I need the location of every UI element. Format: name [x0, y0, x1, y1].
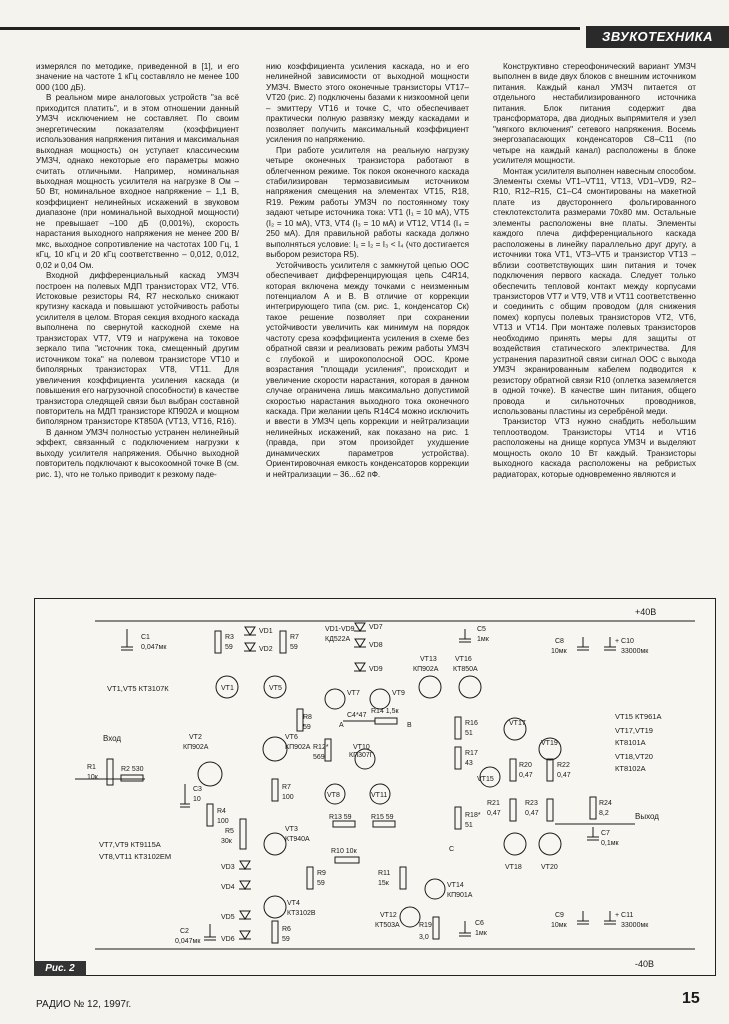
svg-text:VT17: VT17: [509, 720, 526, 727]
svg-text:VT14: VT14: [447, 882, 464, 889]
svg-text:R20: R20: [519, 762, 532, 769]
rail-neg-label: -40В: [635, 959, 655, 969]
svg-text:R14 1,5к: R14 1,5к: [371, 708, 399, 715]
svg-text:КП902А: КП902А: [413, 666, 439, 673]
svg-text:КП307Г: КП307Г: [349, 752, 374, 759]
input-label: Вход: [103, 734, 122, 743]
svg-text:R19: R19: [419, 922, 432, 929]
svg-text:+ C10: + C10: [615, 638, 634, 645]
resistor-r1: [107, 759, 113, 785]
legend-vt1-vt5: VT1,VT5 КТ3107К: [107, 684, 169, 693]
svg-text:R4: R4: [217, 808, 226, 815]
svg-text:VD6: VD6: [221, 936, 235, 943]
svg-text:R13 59: R13 59: [329, 814, 352, 821]
svg-text:VT6: VT6: [285, 734, 298, 741]
svg-text:VT12: VT12: [380, 912, 397, 919]
paragraph: Монтаж усилителя выполнен навесным способом. Элементы схемы VT1–VT11, VT13, VD1–VD9, R2–R10, R12–R15, C1–C4 смонтированы на макетной плате из двустороннего фольгированного стеклотекстолита размерами 70х80 мм. Остальные элементы расположены вне платы. Элементы каждого плеча дифференциального каскада расположены в линейку параллельно друг другу, а источники тока VT1, VT3–VT5 и транзистор VT13 – вблизи соответствующих шин питания и точек подключения первого каскада. Следует только обеспечить тепловой контакт между корпусами транзисторов VT7 и VT9, VT8 и VT11 соответственно и соединить с общим проводом (для снижения помех) корпусы полевых транзисторов VT2, VT6, VT13 и VT14. При монтаже полевых транзисторов необходимо принять меры для защиты от воздействия статического электричества. Для устранения паразитной связи сигнал ООС с выхода УМЗЧ экранированным кабелем подводится к резистору обратной связи R10 (оплетка заземляется в одной точке). В качестве шин питания, общего провода и сильноточных проводников, использованы пластины из серебрёной меди.: [493, 166, 696, 416]
svg-text:C8: C8: [555, 638, 564, 645]
svg-text:A: A: [339, 722, 344, 729]
svg-text:C2: C2: [180, 928, 189, 935]
svg-text:R11: R11: [378, 870, 391, 877]
svg-text:43: 43: [465, 760, 473, 767]
output-label: Выход: [635, 812, 659, 821]
svg-text:VT5: VT5: [269, 685, 282, 692]
svg-text:0,1мк: 0,1мк: [601, 840, 619, 847]
svg-text:51: 51: [465, 822, 473, 829]
svg-text:1мк: 1мк: [475, 930, 487, 937]
svg-text:VT11: VT11: [371, 792, 388, 799]
svg-text:569: 569: [313, 754, 325, 761]
svg-text:R23: R23: [525, 800, 538, 807]
svg-text:C7: C7: [601, 830, 610, 837]
svg-text:КП902А: КП902А: [285, 744, 311, 751]
svg-text:10к: 10к: [87, 774, 98, 781]
svg-text:VT8: VT8: [327, 792, 340, 799]
svg-text:VT9: VT9: [392, 690, 405, 697]
rail-pos-label: +40В: [635, 607, 657, 617]
text-column-2: [266, 62, 469, 480]
svg-text:10мк: 10мк: [551, 648, 567, 655]
paragraph: нию коэффициента усиления каскада, но и его нелинейной зависимости от выходной мощности УМЗЧ. Вместо этого оконечные транзисторы VT17–VT20 (рис. 2) подключены базами к низкоомной цепи – эмиттеру VT16 и точке С, что обеспечивает практически полную развязку между каскадами и позволяет получить максимальный коэффициент усиления по напряжению.: [266, 62, 469, 145]
svg-text:R2 530: R2 530: [121, 766, 144, 773]
svg-text:R10 10к: R10 10к: [331, 848, 357, 855]
svg-text:C3: C3: [193, 786, 202, 793]
svg-text:R22: R22: [557, 762, 570, 769]
svg-text:C4*47: C4*47: [347, 712, 367, 719]
svg-text:VT15 КТ961А: VT15 КТ961А: [615, 712, 662, 721]
svg-text:33000мк: 33000мк: [621, 922, 649, 929]
svg-text:VT16: VT16: [455, 656, 472, 663]
svg-text:B: B: [407, 722, 412, 729]
svg-text:59: 59: [282, 936, 290, 943]
svg-text:VT13: VT13: [420, 656, 437, 663]
legend-vt7-vt9: VT7,VT9 КТ9115А: [99, 840, 161, 849]
text-column-3: [493, 62, 696, 480]
svg-text:VT20: VT20: [541, 864, 558, 871]
svg-text:33000мк: 33000мк: [621, 648, 649, 655]
header-rule: [0, 27, 580, 30]
svg-text:VD9: VD9: [369, 666, 383, 673]
svg-text:VD8: VD8: [369, 642, 383, 649]
svg-text:C6: C6: [475, 920, 484, 927]
schematic-drawing: [35, 599, 715, 975]
svg-text:VT2: VT2: [189, 734, 202, 741]
figure-label: Рис. 2: [34, 961, 86, 976]
svg-text:КП901А: КП901А: [447, 892, 473, 899]
paragraph: При работе усилителя на реальную нагрузку четыре оконечных транзистора работают в облегченном режиме. Ток покоя оконечного каскада стабилизирован термозависимым источником напряжения смещения на элементах VT15, R18, R19. Режим работы УМЗЧ по постоянному току задают четыре источника тока: VT1 (I₁ = 10 мА), VT5 (I₂ = 10 мА), VT3, VT4 (I₃ = 10 мА) и VT12, VT14 (I₄ = 250 мА). Для правильной работы каскада должно выполняться условие: I₁ = I₂ = I₃ < I₄ (что достигается выбором резистора R5).: [266, 145, 469, 260]
svg-text:VT4: VT4: [287, 900, 300, 907]
svg-text:R1: R1: [87, 764, 96, 771]
svg-text:VT17,VT19: VT17,VT19: [615, 726, 653, 735]
svg-text:VT18: VT18: [505, 864, 522, 871]
svg-text:3,0: 3,0: [419, 934, 429, 941]
svg-text:VT3: VT3: [285, 826, 298, 833]
paragraph: Устойчивость усилителя с замкнутой цепью ООС обеспечивает дифференцирующая цепь C4R14, которая включена между точками с неизменным потенциалом А и В. В отличие от коррекции интегрирующего типа (см. рис. 1, конденсатор Cк) такое решение позволяет при сохранении устойчивости увеличить как минимум на порядок частоту среза коэффициента усиления в схеме без обратной связи и реализовать режим работы УМЗЧ с глубокой и широкополосной ООС. Кроме возрастания "площади усиления", происходит и увеличение скорости нарастания, которая в данном случае ограничена лишь максимально допустимой скоростью нарастания выходного тока оконечного каскада. При желании цепь R14C4 можно исключить и ввести в УМЗЧ цепь коррекции и нейтрализации нелинейных искажений, как показано на рис. 1 (правда, при этом произойдет ухудшение динамических параметров устройства). Ориентировочная емкость конденсаторов коррекции и нейтрализации – 36...62 пФ.: [266, 260, 469, 479]
svg-text:C5: C5: [477, 626, 486, 633]
journal-footer: РАДИО № 12, 1997г.: [36, 999, 132, 1010]
svg-text:VT10: VT10: [353, 744, 370, 751]
paragraph: Конструктивно стереофонический вариант УМЗЧ выполнен в виде двух блоков с внешним источником питания. Каждый канал УМЗЧ питается от отдельного нестабилизированного источника питания. Блок питания содержит два трансформатора, два диодных выпрямителя и узел "мягкого включения" сетевого напряжения. Восемь энергозапасающих конденсаторов С8–С11 (по четыре на каждый канал) расположены в блоке усилителя мощности.: [493, 62, 696, 166]
svg-text:0,47: 0,47: [487, 810, 501, 817]
svg-text:R12*: R12*: [313, 744, 329, 751]
svg-text:15к: 15к: [378, 880, 389, 887]
svg-text:R15 59: R15 59: [371, 814, 394, 821]
svg-text:+ C11: + C11: [615, 912, 634, 919]
svg-text:0,047мк: 0,047мк: [175, 938, 201, 945]
svg-text:VD2: VD2: [259, 646, 273, 653]
svg-text:59: 59: [303, 724, 311, 731]
page-number: 15: [682, 990, 700, 1007]
svg-text:1мк: 1мк: [477, 636, 489, 643]
svg-text:VD7: VD7: [369, 624, 383, 631]
svg-text:VT18,VT20: VT18,VT20: [615, 752, 653, 761]
svg-text:VD3: VD3: [221, 864, 235, 871]
svg-text:КТ503А: КТ503А: [375, 922, 400, 929]
svg-text:R24: R24: [599, 800, 612, 807]
svg-text:59: 59: [290, 644, 298, 651]
svg-text:59: 59: [225, 644, 233, 651]
amplifier-schematic: [34, 598, 716, 976]
svg-text:R18*: R18*: [465, 812, 481, 819]
svg-text:VD1: VD1: [259, 628, 273, 635]
legend-vt8-vt11: VT8,VT11 КТ3102ЕМ: [99, 852, 172, 861]
svg-text:VD5: VD5: [221, 914, 235, 921]
svg-text:0,47: 0,47: [557, 772, 571, 779]
svg-text:0,047мк: 0,047мк: [141, 644, 167, 651]
paragraph: Транзистор VT3 нужно снабдить небольшим теплоотводом. Транзисторы VT14 и VT16 расположены на днище корпуса УМЗЧ и выделяют мощность около 10 Вт каждый. Транзисторы выходного каскада расположены на ребристых радиаторах, которые одновременно являются и: [493, 417, 696, 479]
svg-text:8,2: 8,2: [599, 810, 609, 817]
svg-text:КТ8101А: КТ8101А: [615, 738, 646, 747]
svg-text:30к: 30к: [221, 838, 232, 845]
svg-text:R3: R3: [225, 634, 234, 641]
svg-text:VT7: VT7: [347, 690, 360, 697]
svg-text:R17: R17: [465, 750, 478, 757]
svg-text:10: 10: [193, 796, 201, 803]
svg-text:R5: R5: [225, 828, 234, 835]
svg-text:КД522А: КД522А: [325, 636, 351, 643]
text-column-1: [36, 62, 239, 480]
svg-text:100: 100: [282, 794, 294, 801]
svg-text:R9: R9: [317, 870, 326, 877]
svg-text:R8: R8: [303, 714, 312, 721]
svg-text:0,47: 0,47: [525, 810, 539, 817]
svg-text:КТ8102А: КТ8102А: [615, 764, 646, 773]
svg-text:0,47: 0,47: [519, 772, 533, 779]
svg-text:КП902А: КП902А: [183, 744, 209, 751]
svg-text:VT15: VT15: [477, 776, 494, 783]
svg-text:R7: R7: [282, 784, 291, 791]
svg-text:КТ940А: КТ940А: [285, 836, 310, 843]
svg-text:10мк: 10мк: [551, 922, 567, 929]
svg-text:КТ850А: КТ850А: [453, 666, 478, 673]
paragraph: измерялся по методике, приведенной в [1], и его значение на частоте 1 кГц составляло не менее 100 000 (100 дБ).: [36, 62, 239, 92]
svg-text:51: 51: [465, 730, 473, 737]
section-header: ЗВУКОТЕХНИКА: [586, 26, 729, 48]
svg-text:R7: R7: [290, 634, 299, 641]
svg-text:КТ3102В: КТ3102В: [287, 910, 316, 917]
svg-text:VD4: VD4: [221, 884, 235, 891]
svg-text:59: 59: [317, 880, 325, 887]
svg-text:100: 100: [217, 818, 229, 825]
svg-text:R16: R16: [465, 720, 478, 727]
paragraph: Входной дифференциальный каскад УМЗЧ построен на полевых МДП транзисторах VT2, VT6. Истоковые резисторы R4, R7 несколько снижают крутизну каскада и повышают устойчивость работы усилителя в целом. Вторая секция входного каскада выполнена по свернутой каскодной схеме на транзисторах VT7, VT9 и нагружена на токовое зеркало типа "источник тока, смещенный другим источником тока" на полевом транзисторе VT10 и биполярных транзисторах VT8, VT11. Для увеличения коэффициента усиления каскада (и повышения его нагрузочной способности) в качестве транзистора следящей связи был выбран составной повторитель на МДП транзисторе КП902А и мощном биполярном транзисторе КТ850А (VT13, VT16, R16).: [36, 271, 239, 427]
svg-text:R6: R6: [282, 926, 291, 933]
svg-text:VD1-VD9: VD1-VD9: [325, 626, 355, 633]
svg-text:R21: R21: [487, 800, 500, 807]
svg-text:VT19: VT19: [541, 740, 558, 747]
paragraph: В реальном мире аналоговых устройств "за всё приходится платить", и в этом отношении данный УМЗЧ исключением не составляет. По своим энергетическим показателям (коэффициент использования напряжения питания и максимальная выходная мощность) он уступает классическим УМЗЧ, однако некоторые его параметры можно считать отличными. Например, номинальная выходная мощность усилителя на нагрузке 8 Ом – 50 Вт, номинальное входное напряжение – 1,1 В, коэффициент нелинейных искажений в звуковом диапазоне (при номинальной выходной мощности) не превышает –100 дБ (0,001%), скорость нарастания выходного напряжения не менее 200 В/мкс, выходное сопротивление на частотах 100 Гц, 1 кГц, 10 кГц и 20 кГц соответственно – 0,012, 0,012, 0,02 и 0,04 Ом.: [36, 93, 239, 270]
svg-text:C9: C9: [555, 912, 564, 919]
paragraph: В данном УМЗЧ полностью устранен нелинейный эффект, связанный с подключением нагрузки к выходу усилителя напряжения. Обычно выходной повторитель подключают к высокоомной точке В (см. рис. 1), что не только приводит к резкому паде-: [36, 427, 239, 479]
svg-text:VT1: VT1: [221, 685, 234, 692]
svg-text:C1: C1: [141, 634, 150, 641]
svg-text:C: C: [449, 846, 455, 853]
